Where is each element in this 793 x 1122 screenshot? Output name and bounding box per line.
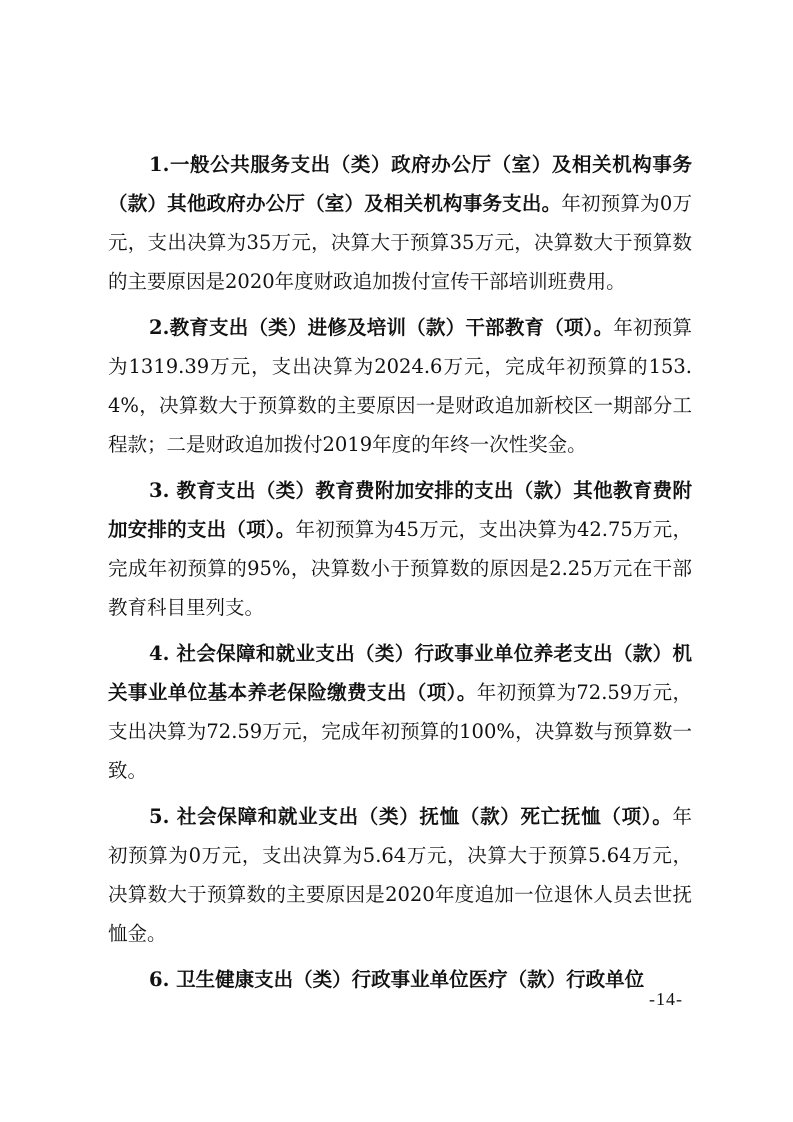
paragraph-5-heading: 5. 社会保障和就业支出（类）抚恤（款）死亡抚恤（项）。	[149, 805, 673, 828]
paragraph-1-body: 年初预算为0万元，支出决算为35万元，决算大于预算35万元，决算数大于预算数的主要原因是2020年度财政追加拨付宣传干部培训班费用。	[108, 192, 692, 293]
paragraph-1	[108, 145, 692, 301]
paragraph-2	[108, 308, 692, 464]
paragraph-2-body: 年初预算为1319.39万元，支出决算为2024.6万元，完成年初预算的153.4%，决算数大于预算数的主要原因一是财政追加新校区一期部分工程款；二是财政追加拨付2019年度的年终一次性奖金。	[108, 316, 692, 456]
paragraph-6	[108, 960, 692, 999]
paragraph-3-heading: 3. 教育支出（类）教育费附加安排的支出（款）其他教育费附加安排的支出（项）。	[108, 479, 692, 541]
paragraph-5-body: 年初预算为0万元，支出决算为5.64万元，决算大于预算5.64万元，决算数大于预算数的主要原因是2020年度追加一位退休人员去世抚恤金。	[108, 805, 692, 945]
paragraph-1-heading: 1.一般公共服务支出（类）政府办公厅（室）及相关机构事务（款）其他政府办公厅（室）及相关机构事务支出。	[108, 153, 692, 215]
paragraph-4	[108, 634, 692, 790]
paragraph-4-body: 年初预算为72.59万元，支出决算为72.59万元，完成年初预算的100%，决算数与预算数一致。	[108, 681, 692, 782]
paragraph-6-heading: 6. 卫生健康支出（类）行政事业单位医疗（款）行政单位	[149, 968, 645, 991]
paragraph-3	[108, 471, 692, 627]
paragraph-3-body: 年初预算为45万元，支出决算为42.75万元，完成年初预算的95%，决算数小于预算数的原因是2.25万元在干部教育科目里列支。	[108, 518, 692, 619]
document-page	[108, 145, 692, 1006]
page-number: -14-	[649, 989, 683, 1009]
paragraph-2-heading: 2.教育支出（类）进修及培训（款）干部教育（项）。	[149, 316, 614, 339]
paragraph-4-heading: 4. 社会保障和就业支出（类）行政事业单位养老支出（款）机关事业单位基本养老保险缴费支出（项）。	[108, 642, 692, 704]
paragraph-5	[108, 797, 692, 953]
